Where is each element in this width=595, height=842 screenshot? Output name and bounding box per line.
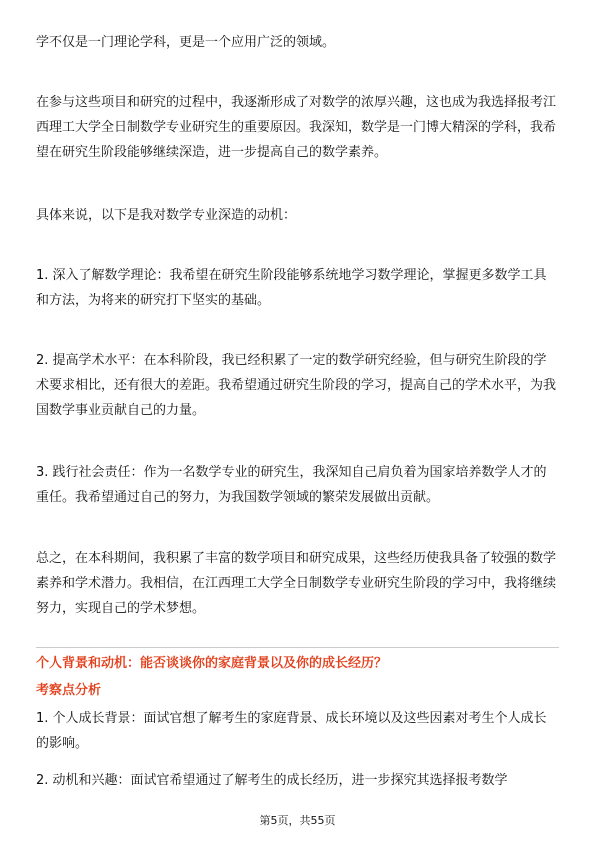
body-paragraph-3: 具体来说，以下是我对数学专业深造的动机： — [36, 208, 297, 223]
analysis-item-2: 2. 动机和兴趣：面试官希望通过了解考生的成长经历，进一步探究其选择报考数学 — [36, 773, 508, 788]
analysis-item-1: 1. 个人成长背景：面试官想了解考生的家庭背景、成长环境以及这些因素对考生个人成长的影响。 — [36, 711, 547, 751]
body-paragraph-1: 学不仅是一门理论学科，更是一个应用广泛的领域。 — [36, 35, 336, 50]
analysis-heading: 考察点分析 — [36, 683, 102, 698]
motivation-item-2: 2. 提高学术水平：在本科阶段，我已经积累了一定的数学研究经验，但与研究生阶段的学术要求相比，还有很大的差距。我希望通过研究生阶段的学习，提高自己的学术水平，为我国数学事业贡献自己的力量。 — [36, 353, 557, 418]
page-footer: 第5页，共55页 — [259, 814, 336, 827]
motivation-item-1: 1. 深入了解数学理论：我希望在研究生阶段能够系统地学习数学理论，掌握更多数学工具和方法，为将来的研究打下坚实的基础。 — [36, 268, 547, 308]
body-paragraph-2: 在参与这些项目和研究的过程中，我逐渐形成了对数学的浓厚兴趣，这也成为我选择报考江西理工大学全日制数学专业研究生的重要原因。我深知，数学是一门博大精深的学科，我希望在研究生阶段能够继续深造，进一步提高自己的数学素养。 — [36, 95, 557, 160]
question-title: 个人背景和动机：能否谈谈你的家庭背景以及你的成长经历？ — [36, 656, 388, 671]
motivation-item-3: 3. 践行社会责任：作为一名数学专业的研究生，我深知自己肩负着为国家培养数学人才的重任。我希望通过自己的努力，为我国数学领域的繁荣发展做出贡献。 — [36, 465, 547, 505]
section-divider — [36, 647, 559, 648]
summary-paragraph: 总之，在本科期间，我积累了丰富的数学项目和研究成果，这些经历使我具备了较强的数学素养和学术潜力。我相信，在江西理工大学全日制数学专业研究生阶段的学习中，我将继续努力，实现自己的学术梦想。 — [36, 551, 557, 616]
